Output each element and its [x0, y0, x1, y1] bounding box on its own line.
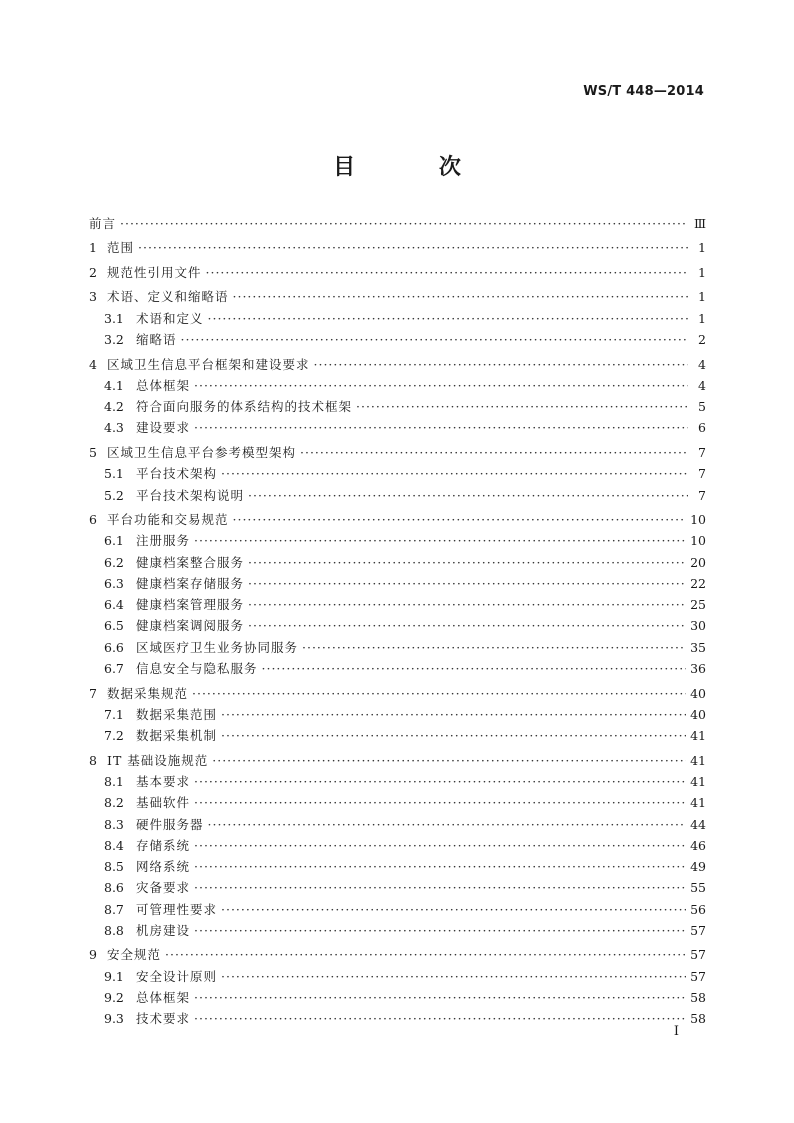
toc-entry-title: 符合面向服务的体系结构的技术框架: [136, 399, 353, 415]
toc-dot-leader: [194, 375, 688, 396]
toc-dot-leader: [194, 771, 686, 792]
toc-dot-leader: [248, 552, 686, 573]
toc-entry-number: 8.7: [104, 901, 124, 917]
toc-entry-page: 10: [690, 533, 706, 549]
toc-entry-title: 术语、定义和缩略语: [107, 289, 229, 305]
toc-entry-title: 范围: [107, 240, 135, 256]
toc-entry-number: 8.6: [104, 880, 124, 896]
toc-entry[interactable]: [89, 213, 706, 234]
toc-entry-number: 6.1: [104, 533, 124, 549]
toc-entry-title: 灾备要求: [136, 880, 191, 896]
toc-entry-number: 9.1: [104, 968, 124, 984]
toc-entry-title: 健康档案管理服务: [136, 597, 245, 613]
toc-entry[interactable]: [89, 594, 706, 615]
toc-entry[interactable]: [89, 856, 706, 877]
toc-entry-number: 4.3: [104, 420, 124, 436]
toc-entry-page: 40: [690, 706, 706, 722]
toc-entry-page: 55: [690, 880, 706, 896]
toc-entry-page: 40: [690, 685, 706, 701]
toc-entry[interactable]: [89, 966, 706, 987]
toc-entry-page: 41: [690, 728, 706, 744]
page-title: 目 次: [333, 154, 499, 180]
toc-dot-leader: [221, 899, 686, 920]
toc-entry-number: 6.3: [104, 575, 124, 591]
toc-entry-page: 36: [690, 661, 706, 677]
toc-dot-leader: [208, 308, 688, 329]
toc-entry-page: 57: [690, 968, 706, 984]
toc-entry-title: 区域卫生信息平台参考模型架构: [107, 444, 297, 460]
toc-entry[interactable]: [89, 877, 706, 898]
toc-entry-page: 2: [698, 332, 706, 348]
toc-entry-number: 6: [89, 511, 97, 527]
toc-entry[interactable]: [89, 944, 706, 965]
toc-dot-leader: [221, 725, 686, 746]
toc-entry-title: 注册服务: [136, 533, 191, 549]
toc-entry[interactable]: [89, 262, 706, 283]
toc-entry-page: 7: [698, 487, 706, 503]
toc-entry-title: 总体框架: [136, 377, 191, 393]
toc-entry[interactable]: [89, 704, 706, 725]
toc-entry-number: 6.6: [104, 639, 124, 655]
toc-entry[interactable]: [89, 573, 706, 594]
toc-entry-page: Ⅲ: [693, 216, 706, 231]
toc-entry-title: 机房建设: [136, 923, 191, 938]
toc-entry-page: 1: [698, 289, 706, 305]
toc-entry-title: 区域卫生信息平台框架和建设要求: [107, 356, 310, 372]
toc-dot-leader: [248, 615, 686, 636]
toc-entry-number: 5: [89, 444, 97, 460]
toc-dot-leader: [194, 530, 686, 551]
toc-entry-number: 9.3: [104, 1011, 124, 1027]
toc-entry-page: 41: [690, 752, 706, 768]
toc-entry[interactable]: [89, 750, 706, 771]
toc-entry-title: 存储系统: [136, 837, 191, 853]
toc-entry[interactable]: [89, 792, 706, 813]
toc-entry[interactable]: [89, 835, 706, 856]
toc-entry[interactable]: [89, 725, 706, 746]
toc-entry[interactable]: [89, 899, 706, 920]
toc-dot-leader: [208, 814, 687, 835]
toc-entry-page: 7: [698, 444, 706, 460]
toc-entry-page: 7: [698, 466, 706, 482]
toc-dot-leader: [194, 987, 686, 1008]
toc-entry-title: 安全设计原则: [136, 968, 218, 984]
toc-entry[interactable]: [89, 552, 706, 573]
toc-entry-page: 57: [690, 923, 706, 938]
toc-entry-number: 6.4: [104, 597, 124, 613]
toc-entry-title: 术语和定义: [136, 310, 204, 326]
toc-entry-page: 20: [690, 554, 706, 570]
toc-dot-leader: [192, 683, 686, 704]
toc-entry[interactable]: [89, 920, 706, 941]
toc-dot-leader: [194, 792, 686, 813]
toc-entry-title: 基本要求: [136, 773, 191, 789]
toc-dot-leader: [248, 594, 686, 615]
toc-entry-title: 健康档案存储服务: [136, 575, 245, 591]
toc-entry[interactable]: [89, 463, 706, 484]
toc-dot-leader: [181, 329, 688, 350]
toc-entry[interactable]: [89, 615, 706, 636]
toc-entry[interactable]: [89, 396, 706, 417]
toc-entry[interactable]: [89, 354, 706, 375]
toc-entry-number: 8.4: [104, 837, 124, 853]
toc-entry-title: 健康档案整合服务: [136, 554, 245, 570]
toc-dot-leader: [120, 213, 688, 234]
toc-dot-leader: [300, 442, 688, 463]
toc-dot-leader: [262, 658, 687, 679]
toc-dot-leader: [212, 750, 686, 771]
toc-dot-leader: [233, 286, 688, 307]
toc-entry-number: 4: [89, 356, 97, 372]
toc-entry[interactable]: [89, 286, 706, 307]
toc-entry-number: 8: [89, 752, 97, 768]
toc-dot-leader: [194, 920, 686, 941]
toc-entry-title: 建设要求: [136, 420, 191, 436]
toc-entry[interactable]: [89, 509, 706, 530]
toc-entry-number: 7.2: [104, 728, 124, 744]
toc-entry-page: 6: [698, 420, 706, 436]
toc-entry-title: 缩略语: [136, 332, 177, 348]
toc-entry[interactable]: [89, 637, 706, 658]
toc-entry-page: 5: [698, 399, 706, 415]
toc-dot-leader: [194, 877, 686, 898]
toc-entry-number: 8.5: [104, 859, 124, 875]
toc-dot-leader: [221, 463, 688, 484]
toc-entry-number: 3: [89, 289, 97, 305]
toc-dot-leader: [194, 417, 688, 438]
standard-code: WS/T 448—2014: [583, 84, 704, 99]
toc-entry-title: 数据采集范围: [136, 706, 218, 722]
toc-entry-page: 58: [690, 990, 706, 1006]
toc-dot-leader: [248, 573, 686, 594]
toc-entry-page: 1: [698, 240, 706, 256]
toc-dot-leader: [194, 1008, 686, 1029]
toc-entry-number: 4.2: [104, 399, 124, 415]
toc-dot-leader: [194, 835, 686, 856]
toc-entry-page: 25: [690, 597, 706, 613]
toc-entry-page: 10: [690, 511, 706, 527]
toc-entry[interactable]: [89, 658, 706, 679]
toc-entry-number: 2: [89, 264, 97, 280]
toc-entry-page: 58: [690, 1011, 706, 1027]
toc-entry-number: 7.1: [104, 706, 124, 722]
toc-dot-leader: [302, 637, 686, 658]
toc-entry-number: 1: [89, 240, 97, 256]
toc-entry-number: 6.5: [104, 618, 124, 634]
toc-entry-title: 安全规范: [107, 947, 162, 963]
toc-entry[interactable]: [89, 683, 706, 704]
toc-entry-page: 22: [690, 575, 706, 591]
toc-dot-leader: [356, 396, 688, 417]
toc-entry[interactable]: [89, 375, 706, 396]
toc-entry-number: 8.2: [104, 795, 124, 811]
toc-entry[interactable]: [89, 237, 706, 258]
toc-entry-title: 平台技术架构: [136, 466, 218, 482]
toc-entry[interactable]: [89, 1008, 706, 1029]
toc-entry-title: 硬件服务器: [136, 816, 204, 832]
toc-entry-number: 4.1: [104, 377, 124, 393]
toc-entry-title: 健康档案调阅服务: [136, 618, 245, 634]
toc-entry-title: 平台技术架构说明: [136, 487, 245, 503]
toc-entry-number: 8.3: [104, 816, 124, 832]
toc-entry[interactable]: [89, 442, 706, 463]
toc-dot-leader: [314, 354, 688, 375]
toc-entry-number: 3.2: [104, 332, 124, 348]
toc-entry-title: 可管理性要求: [136, 901, 218, 917]
toc-entry[interactable]: [89, 814, 706, 835]
toc-entry[interactable]: [89, 308, 706, 329]
toc-entry-page: 35: [690, 639, 706, 655]
toc-entry-number: 5.2: [104, 487, 124, 503]
toc-entry-page: 57: [690, 947, 706, 963]
toc-entry-number: 7: [89, 685, 97, 701]
toc-entry[interactable]: [89, 771, 706, 792]
toc-dot-leader: [221, 966, 686, 987]
toc-entry-number: 8.8: [104, 923, 124, 938]
toc-entry-page: 56: [690, 901, 706, 917]
toc-entry-title: 技术要求: [136, 1011, 191, 1027]
toc-entry-page: 44: [690, 816, 706, 832]
toc-entry-title: 总体框架: [136, 990, 191, 1006]
toc-entry-title: 信息安全与隐私服务: [136, 661, 258, 677]
toc-entry-title: 区域医疗卫生业务协同服务: [136, 639, 299, 655]
toc-entry-number: 9: [89, 947, 97, 963]
toc-entry-title: 基础软件: [136, 795, 191, 811]
toc-dot-leader: [233, 509, 687, 530]
toc-entry-title: 规范性引用文件: [107, 264, 202, 280]
toc-entry-page: 4: [698, 377, 706, 393]
toc-entry-page: 4: [698, 356, 706, 372]
toc-entry[interactable]: [89, 485, 706, 506]
toc-dot-leader: [206, 262, 688, 283]
toc-entry-number: 5.1: [104, 466, 124, 482]
toc-entry-title: 数据采集规范: [107, 685, 189, 701]
toc-entry[interactable]: [89, 417, 706, 438]
toc-dot-leader: [194, 856, 686, 877]
toc-entry-number: 8.1: [104, 773, 124, 789]
table-of-contents: [89, 213, 706, 1030]
toc-entry-number: 6.7: [104, 661, 124, 677]
toc-entry-page: 49: [690, 859, 706, 875]
toc-entry-title: 平台功能和交易规范: [107, 511, 229, 527]
toc-dot-leader: [138, 237, 688, 258]
toc-dot-leader: [165, 944, 686, 965]
toc-dot-leader: [248, 485, 688, 506]
toc-dot-leader: [221, 704, 686, 725]
toc-entry-page: 41: [690, 773, 706, 789]
toc-entry-number: 9.2: [104, 990, 124, 1006]
toc-entry-title: 前言: [89, 216, 117, 231]
toc-entry[interactable]: [89, 987, 706, 1008]
toc-entry-page: 1: [698, 310, 706, 326]
toc-entry-page: 46: [690, 837, 706, 853]
page-number: I: [673, 1024, 679, 1039]
toc-entry-title: 网络系统: [136, 859, 191, 875]
toc-entry-number: 6.2: [104, 554, 124, 570]
toc-entry[interactable]: [89, 530, 706, 551]
toc-entry-page: 30: [690, 618, 706, 634]
toc-entry-page: 41: [690, 795, 706, 811]
toc-entry-title: 数据采集机制: [136, 728, 218, 744]
toc-entry[interactable]: [89, 329, 706, 350]
toc-entry-title: IT 基础设施规范: [107, 752, 209, 768]
toc-entry-page: 1: [698, 264, 706, 280]
toc-entry-number: 3.1: [104, 310, 124, 326]
